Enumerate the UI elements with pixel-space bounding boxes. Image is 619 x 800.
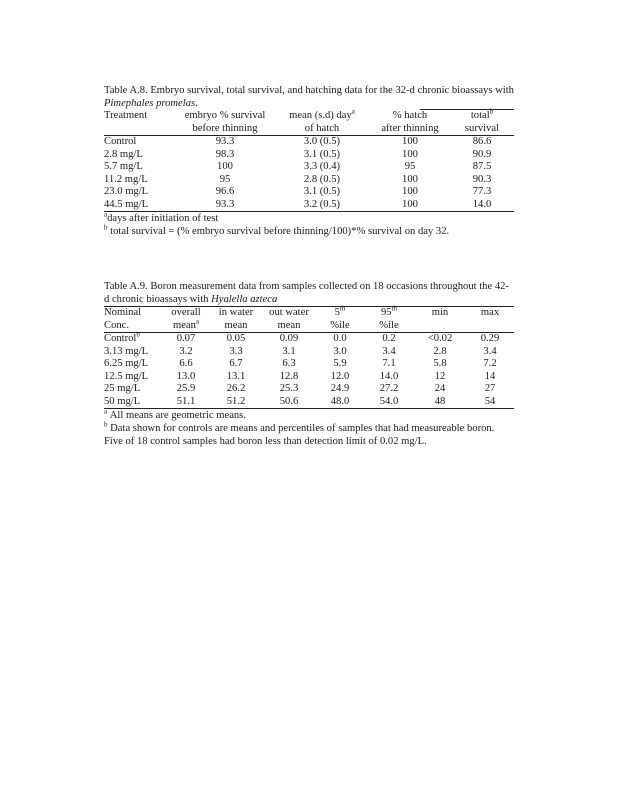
table-a8-caption [104, 84, 514, 110]
cell-max: 54 [466, 396, 514, 409]
table-a9-col-max: max [480, 307, 500, 318]
table-a9-col-out-water: out water [269, 307, 309, 318]
cell-p5: 24.9 [330, 383, 350, 394]
cell-out: 0.09 [279, 333, 299, 344]
cell-overall: 13.0 [176, 370, 196, 382]
cell-conc-sup: b [136, 330, 140, 339]
cell-overall: 0.07 [176, 333, 196, 344]
table-row [104, 358, 514, 371]
table-a8-col-hatch-2: after thinning [370, 123, 450, 136]
footnote-text: total survival = (% embryo survival before thinning/100)*% survival on day 32. [110, 226, 450, 237]
cell-treatment: Control [104, 136, 137, 147]
cell-conc: 3.13 mg/L [104, 345, 149, 357]
table-a8-col-treatment: Treatment [104, 110, 148, 121]
table-row [104, 161, 514, 174]
table-a8-col-hatch: % hatch [392, 110, 428, 121]
footnote-text: days after initiation of test [107, 213, 219, 224]
table-a8-col-total-2: survival [450, 123, 514, 136]
table-a8-header-rule [420, 109, 514, 110]
cell-total: 77.3 [472, 186, 492, 197]
table-a9-col-p5-label: 5 [334, 307, 340, 318]
cell-overall: 6.6 [179, 358, 193, 369]
table-a9-species: Hyalella azteca [211, 294, 278, 305]
cell-max: 0.29 [480, 333, 500, 344]
table-a9-col-p95-2: %ile [364, 320, 414, 333]
table-a8-col-total [450, 107, 514, 123]
table-a8-col-mean-label: mean (s.d) day [289, 110, 352, 121]
cell-p5: 0.0 [333, 333, 347, 344]
table-a9-col-overall-2-label: mean [172, 319, 196, 331]
cell-out: 6.3 [282, 358, 296, 369]
cell-hatch: 100 [402, 173, 418, 185]
table-row [104, 346, 514, 359]
table-a8-col-total-label: total [470, 110, 490, 121]
cell-total: 90.9 [472, 148, 492, 160]
cell-out: 50.6 [262, 396, 316, 409]
cell-overall: 51.1 [162, 396, 210, 409]
table-a8-header-row-2 [104, 123, 514, 136]
table-a9-section [104, 280, 514, 448]
cell-hatch: 100 [402, 136, 418, 147]
table-a9-col-in-water: in water [218, 307, 254, 318]
cell-p95: 27.2 [379, 383, 399, 394]
cell-in: 3.3 [229, 345, 243, 357]
cell-min: 5.8 [433, 358, 447, 369]
cell-total: 86.6 [472, 136, 492, 147]
cell-embryo: 93.3 [215, 136, 235, 147]
table-a9-footnote-b [104, 422, 514, 448]
cell-hatch: 100 [370, 199, 450, 212]
table-a8-col-embryo-2: before thinning [176, 123, 274, 136]
cell-max: 7.2 [483, 358, 497, 369]
table-a9-col-p5 [316, 304, 364, 320]
cell-treatment: 5.7 mg/L [104, 161, 143, 172]
cell-mean: 2.8 (0.5) [303, 173, 341, 185]
table-a8-footnote-b [104, 225, 514, 238]
table-a9-col-p95 [364, 304, 414, 320]
table-row [104, 333, 514, 346]
cell-treatment: 11.2 mg/L [104, 173, 148, 185]
cell-min: 48 [414, 396, 466, 409]
table-a9-col-p5-sup: th [339, 304, 346, 313]
cell-min: 2.8 [433, 345, 447, 357]
cell-treatment: 2.8 mg/L [104, 148, 143, 160]
cell-p5: 48.0 [316, 396, 364, 409]
cell-embryo: 95 [219, 173, 231, 185]
table-row [104, 371, 514, 384]
table-a8-caption-text: Table A.8. Embryo survival, total survival, and hatching data for the 32-d chronic bioassays with [104, 85, 514, 96]
table-a9-header-row-2 [104, 320, 514, 333]
cell-embryo: 96.6 [215, 186, 235, 197]
table-a8-species: Pimephales promelas [104, 98, 196, 109]
cell-embryo: 93.3 [176, 199, 274, 212]
table-a8-footnote-a [104, 212, 514, 225]
table-a9-col-overall: overall [171, 307, 201, 318]
cell-p5: 3.0 [333, 345, 347, 357]
cell-mean: 3.1 (0.5) [303, 148, 341, 160]
cell-conc-text: Control [104, 333, 137, 344]
cell-min: 12 [434, 370, 446, 382]
cell-conc: 12.5 mg/L [104, 370, 149, 382]
table-a9-col-p95-label: 95 [380, 307, 392, 318]
table-a9-col-p5-2: %ile [316, 320, 364, 333]
table-a9 [104, 306, 514, 409]
cell-total: 90.3 [472, 173, 492, 185]
table-row [104, 396, 514, 409]
cell-conc: 50 mg/L [104, 396, 162, 409]
table-a9-col-nominal-2: Conc. [104, 320, 162, 333]
cell-in: 0.05 [226, 333, 246, 344]
footnote-mark: b [104, 420, 108, 429]
cell-conc: 6.25 mg/L [104, 358, 149, 369]
table-a9-col-p95-sup: th [391, 304, 398, 313]
cell-conc [104, 330, 162, 346]
table-a8-header-row-1 [104, 110, 514, 123]
footnote-text: Data shown for controls are means and percentiles of samples that had measureable boron. Five of 18 control samples had boron less than detection limit of 0.02 mg/L. [104, 423, 495, 447]
table-row [104, 149, 514, 162]
footnote-mark: a [104, 210, 108, 219]
table-a9-col-nominal: Nominal [104, 307, 142, 318]
cell-mean: 3.3 (0.4) [303, 161, 341, 172]
cell-in: 13.1 [226, 370, 246, 382]
footnote-mark: b [104, 223, 108, 232]
cell-hatch: 100 [402, 186, 418, 197]
table-row [104, 174, 514, 187]
table-a8 [104, 107, 514, 212]
cell-mean: 3.1 (0.5) [303, 186, 341, 197]
table-a9-caption [104, 280, 514, 306]
table-a8-col-total-sup: b [489, 107, 494, 116]
cell-embryo: 98.3 [215, 148, 235, 160]
cell-in: 51.2 [210, 396, 262, 409]
table-a8-col-embryo: embryo % survival [184, 110, 266, 121]
cell-conc: 25 mg/L [104, 383, 141, 394]
cell-out: 12.8 [279, 370, 299, 382]
cell-p5: 12.0 [330, 370, 350, 382]
cell-min: 24 [434, 383, 446, 394]
table-row [104, 136, 514, 149]
cell-treatment: 23.0 mg/L [104, 186, 149, 197]
cell-overall: 25.9 [176, 383, 196, 394]
cell-treatment: 44.5 mg/L [104, 199, 176, 212]
table-a9-col-overall-sup: a [195, 316, 200, 325]
cell-hatch: 100 [402, 148, 418, 160]
cell-max: 27 [484, 383, 496, 394]
cell-hatch: 95 [404, 161, 416, 172]
table-a9-col-out-water-2: mean [262, 320, 316, 333]
table-row [104, 186, 514, 199]
cell-p95: 0.2 [382, 333, 396, 344]
cell-total: 14.0 [450, 199, 514, 212]
table-a9-col-in-water-2: mean [210, 320, 262, 333]
cell-in: 6.7 [229, 358, 243, 369]
cell-mean: 3.2 (0.5) [274, 199, 370, 212]
table-row [104, 199, 514, 212]
cell-overall: 3.2 [179, 345, 193, 357]
table-a9-header-row-1 [104, 307, 514, 320]
cell-in: 26.2 [226, 383, 246, 394]
cell-min: <0.02 [427, 333, 453, 344]
cell-max: 14 [484, 370, 496, 382]
table-a9-footnote-a [104, 409, 514, 422]
cell-max: 3.4 [483, 345, 497, 357]
cell-total: 87.5 [472, 161, 492, 172]
table-row [104, 383, 514, 396]
footnote-text: All means are geometric means. [109, 410, 246, 421]
table-a8-caption-suffix: . [195, 98, 198, 109]
table-a9-caption-text: Table A.9. Boron measurement data from samples collected on 18 occasions throughout the 42-d chronic bioassays with [104, 281, 509, 305]
table-a9-col-overall-2 [162, 316, 210, 333]
table-a8-col-mean-2: of hatch [274, 123, 370, 136]
table-a8-col-mean [274, 107, 370, 123]
cell-embryo: 100 [217, 161, 233, 172]
footnote-mark: a [104, 407, 108, 416]
cell-p5: 5.9 [333, 358, 347, 369]
cell-mean: 3.0 (0.5) [303, 136, 341, 147]
cell-out: 25.3 [279, 383, 299, 394]
cell-p95: 54.0 [364, 396, 414, 409]
cell-p95: 7.1 [382, 358, 396, 369]
cell-p95: 3.4 [382, 345, 396, 357]
table-a8-col-mean-sup: a [351, 107, 355, 116]
cell-out: 3.1 [282, 345, 296, 357]
table-a8-section [104, 84, 514, 238]
cell-p95: 14.0 [379, 370, 399, 382]
table-a9-col-min: min [431, 307, 449, 318]
